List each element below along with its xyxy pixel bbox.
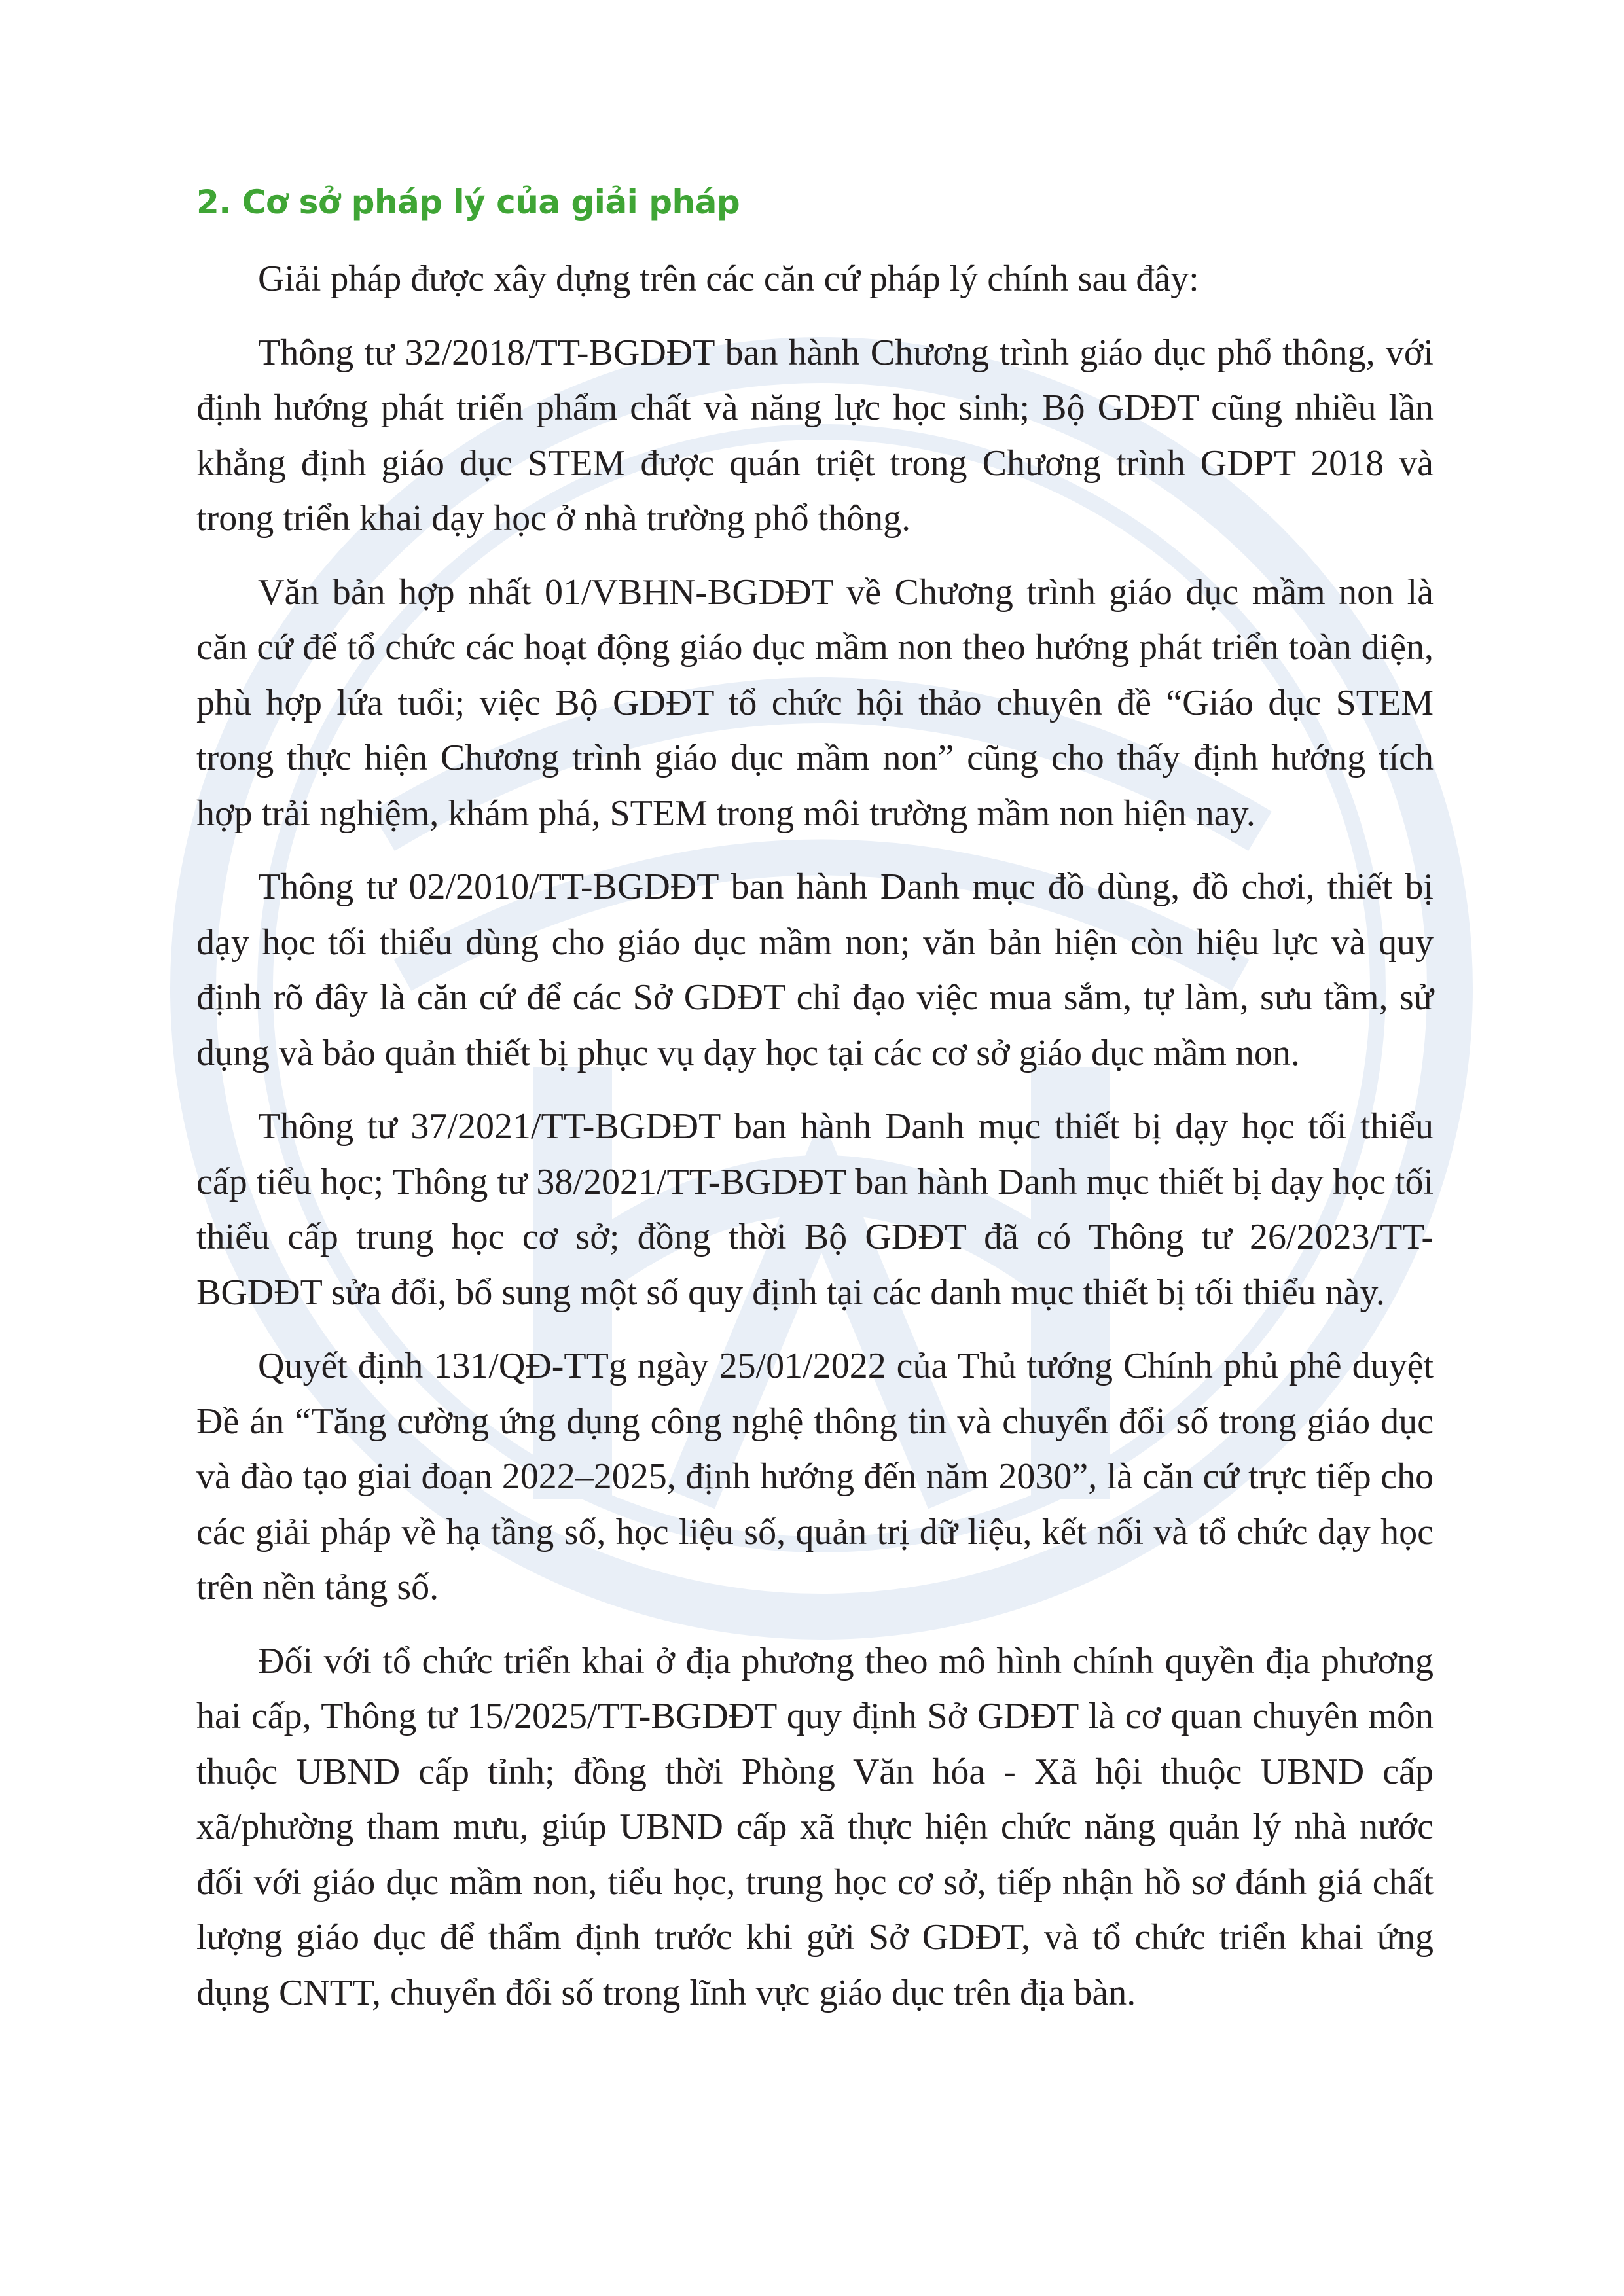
paragraph-tt37: Thông tư 37/2021/TT-BGDĐT ban hành Danh mục thiết bị dạy học tối thiểu cấp tiểu học; Thông tư 38/2021/TT-BGDĐT ban hành Danh mục thiết bị dạy học tối thiểu cấp trung học cơ sở; đồng thời Bộ GDĐT đã có Thông tư 26/2023/TT-BGDĐT sửa đổi, bổ sung một số quy định tại các danh mục thiết bị tối thiểu này. [196,1106,1434,1313]
content-area [196,183,1434,2039]
paragraph-qd131: Quyết định 131/QĐ-TTg ngày 25/01/2022 của Thủ tướng Chính phủ phê duyệt Đề án “Tăng cường ứng dụng công nghệ thông tin và chuyển đổi số trong giáo dục và đào tạo giai đoạn 2022–2025, định hướng đến năm 2030”, là căn cứ trực tiếp cho các giải pháp về hạ tầng số, học liệu số, quản trị dữ liệu, kết nối và tổ chức dạy học trên nền tảng số. [196,1346,1434,1607]
section-heading: 2. Cơ sở pháp lý của giải pháp [196,183,740,221]
paragraph-tt32: Thông tư 32/2018/TT-BGDĐT ban hành Chương trình giáo dục phổ thông, với định hướng phát triển phẩm chất và năng lực học sinh; Bộ GDĐT cũng nhiều lần khẳng định giáo dục STEM được quán triệt trong Chương trình GDPT 2018 và trong triển khai dạy học ở nhà trường phổ thông. [196,332,1434,539]
paragraph-tt15: Đối với tổ chức triển khai ở địa phương theo mô hình chính quyền địa phương hai cấp, Thông tư 15/2025/TT-BGDĐT quy định Sở GDĐT là cơ quan chuyên môn thuộc UBND cấp tỉnh; đồng thời Phòng Văn hóa - Xã hội thuộc UBND cấp xã/phường tham mưu, giúp UBND cấp xã thực hiện chức năng quản lý nhà nước đối với giáo dục mầm non, tiểu học, trung học cơ sở, tiếp nhận hồ sơ đánh giá chất lượng giáo dục để thẩm định trước khi gửi Sở GDĐT, và tổ chức triển khai ứng dụng CNTT, chuyển đổi số trong lĩnh vực giáo dục trên địa bàn. [196,1640,1434,2013]
paragraph-intro: Giải pháp được xây dựng trên các căn cứ pháp lý chính sau đây: [258,259,1199,299]
paragraph-vbhn01: Văn bản hợp nhất 01/VBHN-BGDĐT về Chương trình giáo dục mầm non là căn cứ để tổ chức các hoạt động giáo dục mầm non theo hướng phát triển toàn diện, phù hợp lứa tuổi; việc Bộ GDĐT tổ chức hội thảo chuyên đề “Giáo dục STEM trong thực hiện Chương trình giáo dục mầm non” cũng cho thấy định hướng tích hợp trải nghiệm, khám phá, STEM trong môi trường mầm non hiện nay. [196,571,1434,834]
paragraph-tt02: Thông tư 02/2010/TT-BGDĐT ban hành Danh mục đồ dùng, đồ chơi, thiết bị dạy học tối thiểu dùng cho giáo dục mầm non; văn bản hiện còn hiệu lực và quy định rõ đây là căn cứ để các Sở GDĐT chỉ đạo việc mua sắm, tự làm, sưu tầm, sử dụng và bảo quản thiết bị phục vụ dạy học tại các cơ sở giáo dục mầm non. [196,867,1434,1073]
